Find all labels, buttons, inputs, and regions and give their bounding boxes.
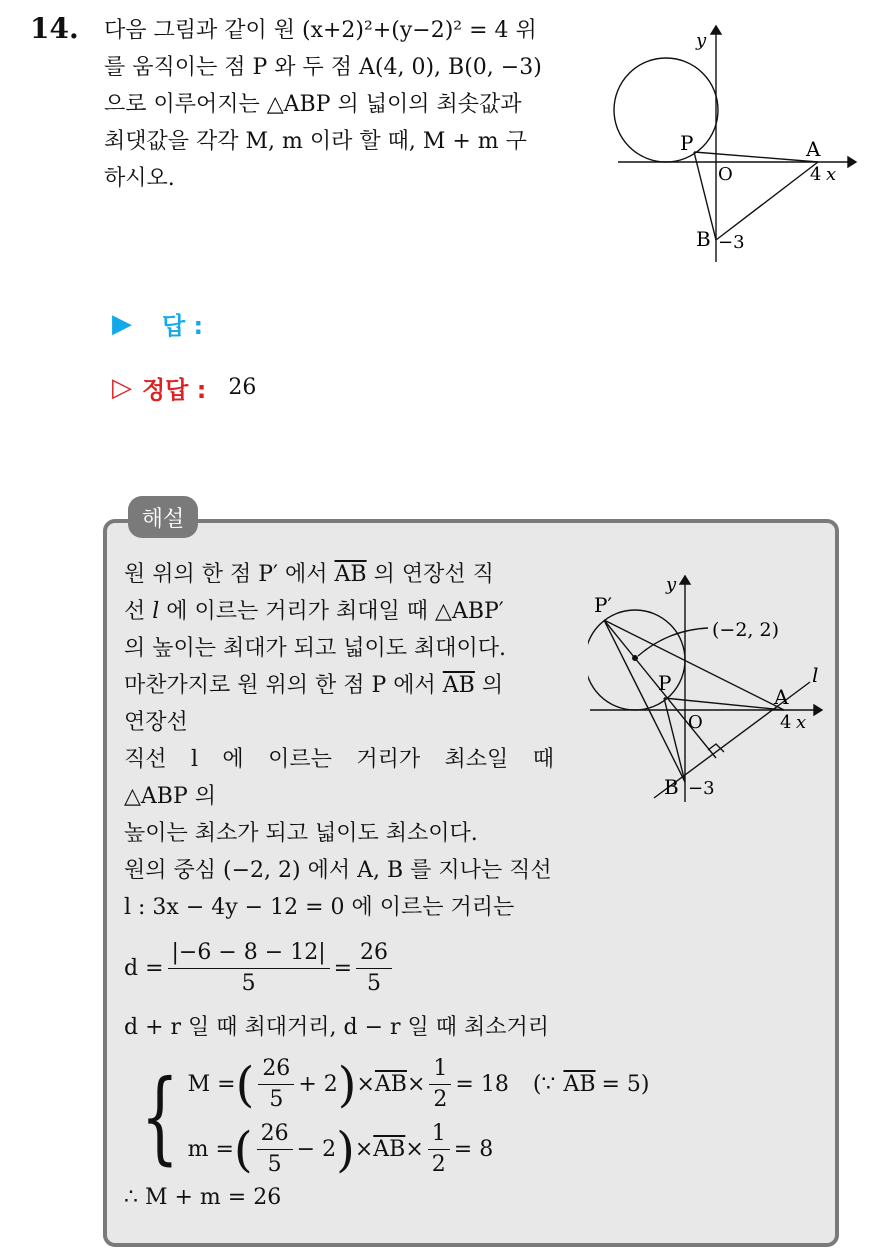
solution-line: 원의 중심 (−2, 2) 에서 A, B 를 지나는 직선 <box>124 858 552 883</box>
solution-line: 직선 l 에 이르는 거리가 최소일 때 <box>124 747 554 772</box>
denominator: 5 <box>241 971 256 996</box>
solution-line: l : 3x − 4y − 12 = 0 에 이르는 거리는 <box>124 895 515 920</box>
a-label: A <box>774 685 789 709</box>
left-paren: ( <box>233 1121 253 1178</box>
denominator: 5 <box>367 971 382 996</box>
key-answer-row <box>112 370 256 405</box>
x-label: x <box>826 164 837 185</box>
answer-label: 답 : <box>162 312 204 340</box>
numerator: 26 <box>258 1056 294 1085</box>
result: = 8 <box>453 1137 494 1162</box>
question-figure <box>608 22 858 272</box>
l-label: l <box>812 663 819 687</box>
solution-line: 의 높이는 최대가 되고 넓이도 최대이다. <box>124 636 506 661</box>
y-axis-arrow <box>711 26 721 34</box>
denominator: 2 <box>433 1087 448 1112</box>
var-label: M = <box>187 1072 236 1097</box>
fraction-half <box>428 1121 450 1178</box>
times-sign: × <box>356 1072 375 1097</box>
p-label: P <box>680 131 694 155</box>
segment-p-prime-b <box>604 620 685 782</box>
equals: = <box>333 956 353 981</box>
y-tick-label: −3 <box>688 778 715 799</box>
question-line: 를 움직이는 점 P 와 두 점 A(4, 0), B(0, −3) <box>104 55 542 80</box>
denominator: 2 <box>431 1152 446 1177</box>
circle <box>614 58 718 162</box>
left-brace: { <box>140 1058 179 1175</box>
x-axis-arrow <box>848 157 856 167</box>
segment-pa <box>664 698 784 710</box>
times-sign: × <box>354 1137 374 1162</box>
right-paren: ) <box>336 1121 355 1178</box>
y-tick-label: −3 <box>718 232 745 253</box>
numerator: 26 <box>356 940 392 969</box>
p-prime-label: P′ <box>594 593 612 617</box>
fraction <box>168 940 330 997</box>
x-tick-label: 4 <box>780 712 792 733</box>
play-icon: ▶ <box>112 308 132 339</box>
formula-lhs: d = <box>124 956 164 981</box>
key-answer-value: 26 <box>228 375 257 400</box>
numerator: |−6 − 8 − 12| <box>168 940 330 969</box>
left-paren: ( <box>235 1056 255 1113</box>
conclusion: ∴ M + m = 26 <box>124 1185 282 1210</box>
equation-min <box>188 1121 650 1178</box>
solution-line: 선 l 에 이르는 거리가 최대일 때 △ABP′ <box>124 599 504 624</box>
denominator: 5 <box>267 1152 282 1177</box>
segment-ab-overline: $\overline{AB}$ <box>373 1137 406 1162</box>
fraction <box>257 1121 293 1178</box>
solution-figure <box>588 570 828 810</box>
y-label: y <box>666 574 677 595</box>
p-label: P <box>658 671 672 695</box>
center-label: (−2, 2) <box>712 619 780 641</box>
solution-line: 높이는 최소가 되고 넓이도 최소이다. <box>124 821 478 846</box>
solution-line: 마찬가지로 원 위의 한 점 P 에서 $\overline{AB}$ 의 <box>124 673 504 698</box>
numerator: 1 <box>429 1056 451 1085</box>
b-label: B <box>664 775 679 799</box>
origin-label: O <box>688 712 703 733</box>
segment-pa <box>694 152 818 162</box>
system-lines <box>188 1056 650 1178</box>
solution-tab: 해설 <box>128 496 198 538</box>
numerator: 1 <box>428 1121 450 1150</box>
right-paren: ) <box>337 1056 357 1113</box>
x-axis-arrow <box>814 705 822 715</box>
answer-row <box>112 306 203 341</box>
question-line: 으로 이루어지는 △ABP 의 넓이의 최솟값과 <box>104 92 522 117</box>
question-line: 최댓값을 각각 M, m 이라 할 때, M + m 구 <box>104 129 527 154</box>
solution-line: 연장선 <box>124 710 188 735</box>
x-tick-label: 4 <box>810 164 822 185</box>
operator: − 2 <box>296 1137 337 1162</box>
x-label: x <box>796 712 807 733</box>
y-axis-arrow <box>680 576 690 584</box>
equation-max <box>188 1056 650 1113</box>
equation-system <box>128 1056 650 1178</box>
segment-ab-overline: $\overline{AB}$ <box>563 1072 596 1097</box>
fraction <box>356 940 392 997</box>
distance-note: d + r 일 때 최대거리, d − r 일 때 최소거리 <box>124 1015 550 1040</box>
y-label: y <box>696 30 707 51</box>
question-text <box>104 12 584 197</box>
result: = 18 <box>455 1072 509 1097</box>
segment-ab-overline: $\overline{AB}$ <box>442 673 475 698</box>
a-label: A <box>806 137 821 161</box>
origin-label: O <box>718 164 733 185</box>
var-label: m = <box>187 1137 234 1162</box>
center-dot <box>632 655 638 661</box>
key-answer-label: 정답 : <box>142 376 207 404</box>
because-note-end: = 5) <box>601 1072 650 1097</box>
numerator: 26 <box>257 1121 293 1150</box>
b-label: B <box>696 227 711 251</box>
times-sign: × <box>405 1137 424 1162</box>
distance-formula <box>124 940 396 997</box>
question-line: 하시오. <box>104 166 175 191</box>
question-number: 14. <box>30 12 79 45</box>
denominator: 5 <box>269 1087 284 1112</box>
solution-line: 원 위의 한 점 P′ 에서 $\overline{AB}$ 의 연장선 직 <box>124 562 494 587</box>
fraction <box>258 1056 294 1113</box>
segment-ab-overline: $\overline{AB}$ <box>374 1072 407 1097</box>
times-sign: × <box>406 1072 426 1097</box>
solution-line: △ABP 의 <box>124 784 217 809</box>
segment-ab-overline: $\overline{AB}$ <box>334 562 367 587</box>
question-line: 다음 그림과 같이 원 (x+2)²+(y−2)² = 4 위 <box>104 18 537 43</box>
operator: + 2 <box>298 1072 338 1097</box>
fraction-half <box>429 1056 451 1113</box>
outline-play-icon: ▷ <box>112 372 132 403</box>
because-note: (∵ <box>532 1072 556 1097</box>
